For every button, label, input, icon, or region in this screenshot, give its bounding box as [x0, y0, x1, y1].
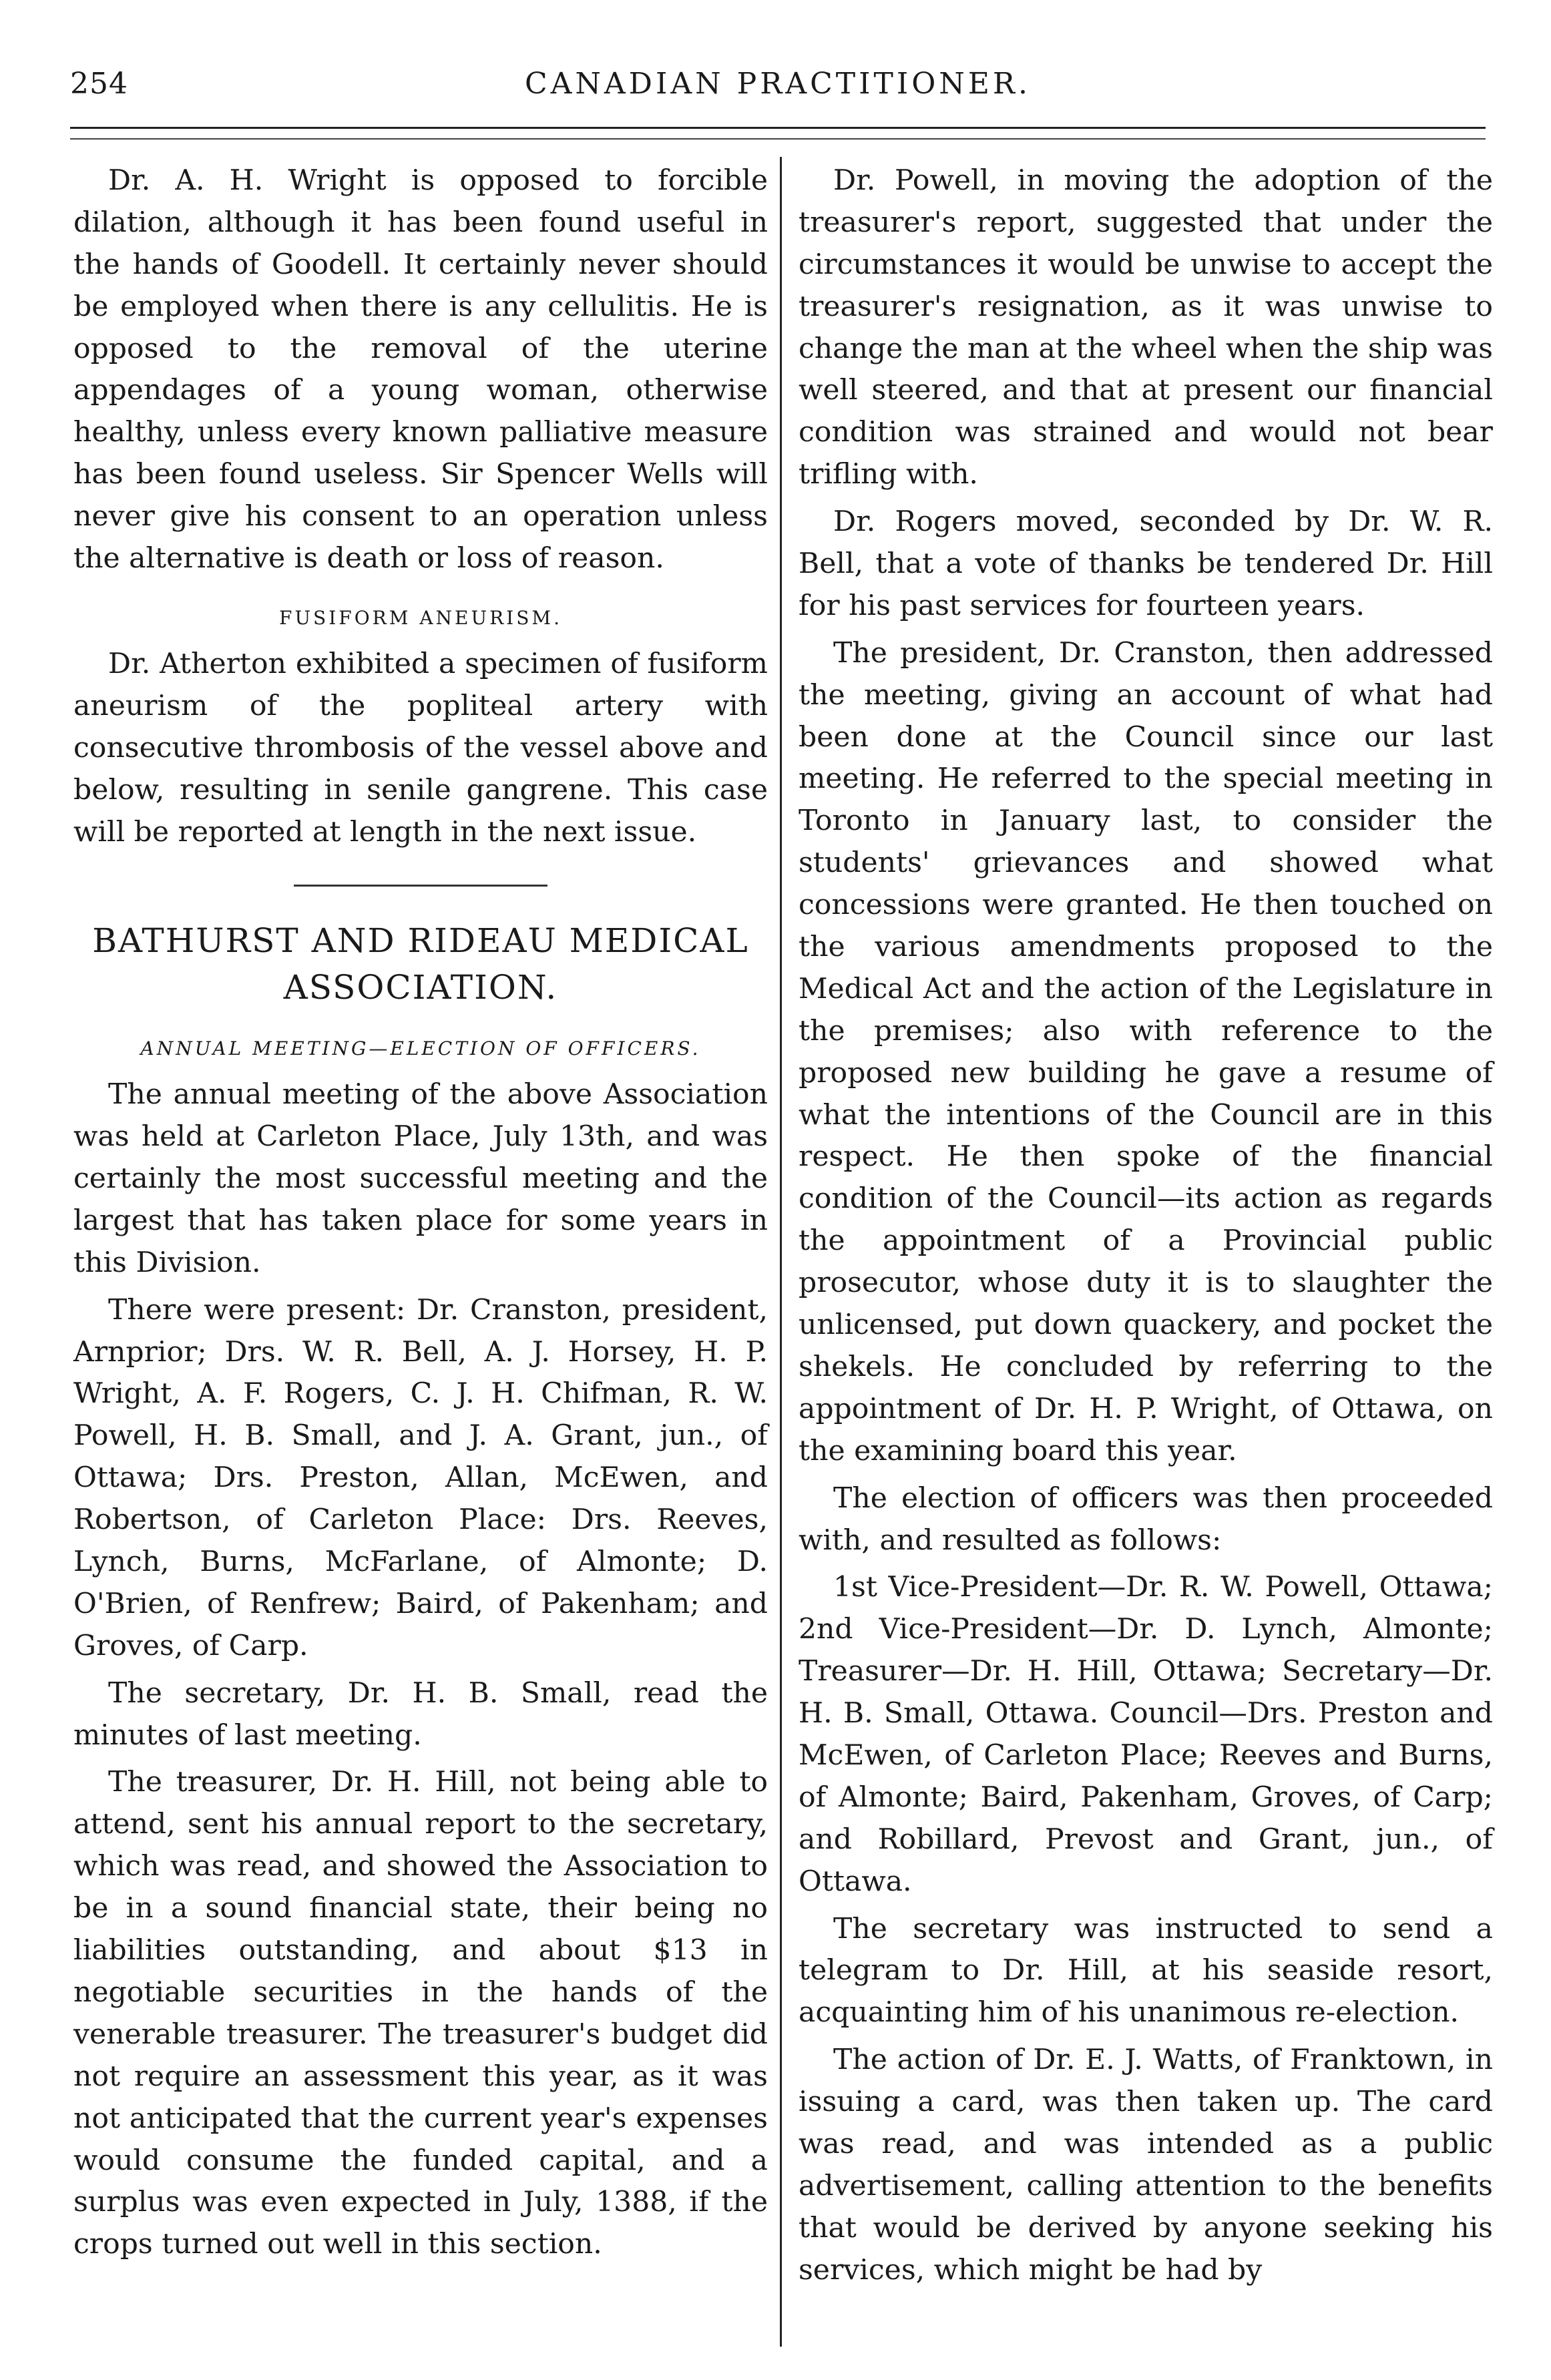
paragraph: Dr. Rogers moved, seconded by Dr. W. R. Bell, that a vote of thanks be tendered Dr. Hill for his past services for fourteen years. — [799, 505, 1493, 622]
paragraph: 1st Vice-President—Dr. R. W. Powell, Ottawa; 2nd Vice-President—Dr. D. Lynch, Almonte; Treasurer—Dr. H. Hill, Ottawa; Secretary—Dr. H. B. Small, Ottawa. Council—Drs. Preston and McEwen, of Carleton Place; Reeves and Burns, of Almonte; Baird, Pakenham, Groves, of Carp; and Robillard, Prevost and Grant, jun., of Ottawa. — [799, 1571, 1493, 1898]
paragraph: The treasurer, Dr. H. Hill, not being able to attend, sent his annual report to the secretary, which was read, and showed the Association to be in a sound financial state, their being no liabilities outstanding, and about $13 in negotiable securities in the hands of the venerable treasurer. The treasurer's budget did not require an assessment this year, as it was not anticipated that the current year's expenses would consume the funded capital, and a surplus was even expected in July, 1388, if the crops turned out well in this section. — [73, 1766, 768, 2261]
subheading-fusiform-aneurism: FUSIFORM ANEURISM. — [279, 606, 562, 629]
paragraph: The secretary, Dr. H. B. Small, read the minutes of last meeting. — [73, 1676, 768, 1752]
left-column — [73, 160, 768, 2271]
right-column — [799, 160, 1493, 2297]
section-separator — [294, 885, 547, 887]
paragraph: The action of Dr. E. J. Watts, of Franktown, in issuing a card, was then taken up. The card was read, and was intended as a public advertisement, calling attention to the benefits that would be derived by anyone seeking his services, which might be had by — [799, 2044, 1493, 2287]
page-number: 254 — [70, 67, 128, 101]
paragraph: The election of officers was then proceeded with, and resulted as follows: — [799, 1481, 1493, 1557]
section-title: BATHURST AND RIDEAU MEDICAL ASSOCIATION. — [92, 921, 749, 1007]
column-divider — [780, 157, 782, 2347]
paragraph: The secretary was instructed to send a telegram to Dr. Hill, at his seaside resort, acquainting him of his unanimous re-election. — [799, 1912, 1493, 2030]
paragraph: The annual meeting of the above Association was held at Carleton Place, July 13th, and was certainly the most successful meeting and the largest that has taken place for some years in this Division. — [73, 1078, 768, 1279]
page-header — [70, 67, 1486, 113]
header-rule-double — [70, 138, 1486, 140]
header-rule — [70, 127, 1486, 129]
paragraph: Dr. A. H. Wright is opposed to forcible dilation, although it has been found useful in the hands of Goodell. It certainly never should be employed when there is any cellulitis. He is opposed to the removal of the uterine appendages of a young woman, otherwise healthy, unless every known palliative measure has been found useless. Sir Spencer Wells will never give his consent to an operation unless the alternative is death or loss of reason. — [73, 164, 768, 575]
paragraph: The president, Dr. Cranston, then addressed the meeting, giving an account of what had been done at the Council since our last meeting. He referred to the special meeting in Toronto in January last, to consider the students' grievances and showed what concessions were granted. He then touched on the various amendments proposed to the Medical Act and the action of the Legislature in the premises; also with reference to the proposed new building he gave a resume of what the intentions of the Council are in this respect. He then spoke of the financial condition of the Council—its action as regards the appointment of a Provincial public prosecutor, whose duty it is to slaughter the unlicensed, put down quackery, and pocket the shekels. He concluded by referring to the appointment of Dr. H. P. Wright, of Ottawa, on the examining board this year. — [799, 636, 1493, 1467]
paragraph: There were present: Dr. Cranston, president, Arnprior; Drs. W. R. Bell, A. J. Horsey, H. P. Wright, A. F. Rogers, C. J. H. Chifman, R. W. Powell, H. B. Small, and J. A. Grant, jun., of Ottawa; Drs. Preston, Allan, McEwen, and Robertson, of Carleton Place: Drs. Reeves, Lynch, Burns, McFarlane, of Almonte; D. O'Brien, of Renfrew; Baird, of Pakenham; and Groves, of Carp. — [73, 1293, 768, 1662]
paragraph: Dr. Atherton exhibited a specimen of fusiform aneurism of the popliteal artery with consecutive thrombosis of the vessel above and below, resulting in senile gangrene. This case will be reported at length in the next issue. — [73, 648, 768, 849]
paragraph: Dr. Powell, in moving the adoption of the treasurer's report, suggested that under the circumstances it would be unwise to accept the treasurer's resignation, as it was unwise to change the man at the wheel when the ship was well steered, and that at present our financial condition was strained and would not bear trifling with. — [799, 164, 1493, 491]
running-title: CANADIAN PRACTITIONER. — [524, 67, 1032, 101]
section-subtitle: ANNUAL MEETING—ELECTION OF OFFICERS. — [140, 1037, 701, 1059]
